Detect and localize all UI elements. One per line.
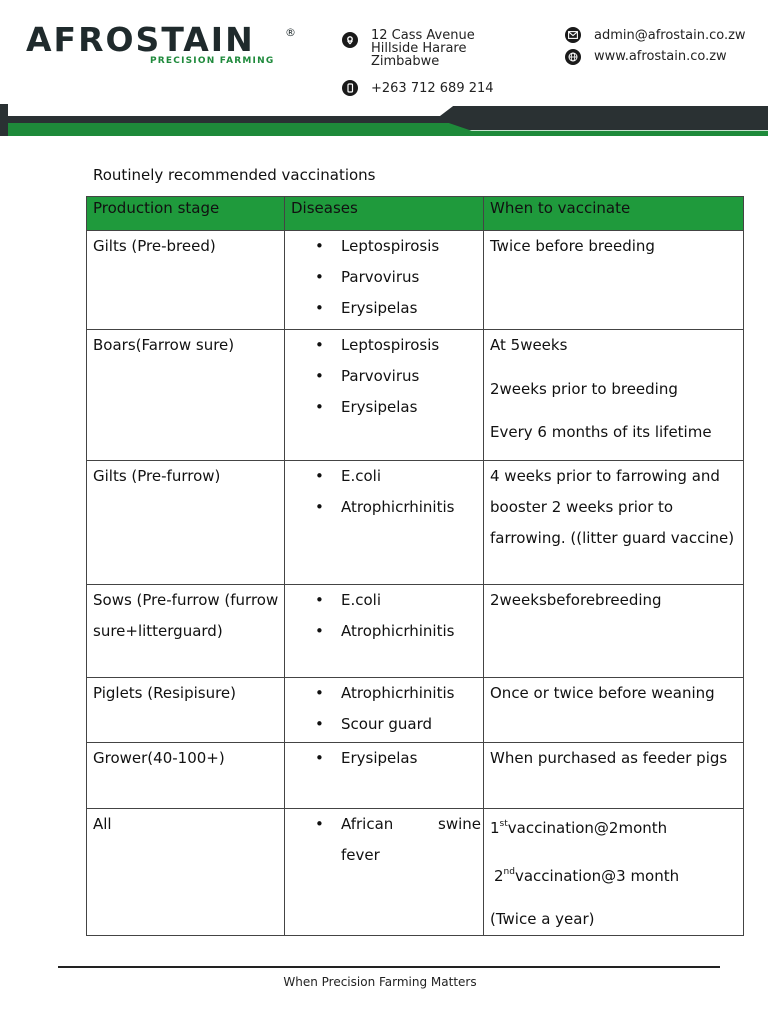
table-row (87, 585, 744, 678)
table-row (87, 809, 744, 936)
vaccination-text: vaccination@3 month (514, 867, 680, 885)
column-header-when: When to vaccinate (484, 197, 744, 231)
stage-cell: Boars(Farrow sure) (87, 330, 285, 461)
table-row (87, 231, 744, 330)
table-row (87, 330, 744, 461)
when-line (490, 857, 743, 892)
diseases-cell (285, 330, 484, 461)
ordinal-suffix: nd (503, 867, 515, 877)
address-line: Zimbabwe (371, 54, 440, 69)
ordinal-number: 2 (494, 867, 504, 885)
when-cell: Once or twice before weaning (484, 678, 744, 743)
logo-tagline: PRECISION FARMING (150, 56, 275, 66)
header-bar-top (440, 106, 768, 116)
ordinal-number: 1 (490, 819, 500, 837)
diseases-cell (285, 809, 484, 936)
when-line: Every 6 months of its lifetime (490, 423, 712, 441)
table-row (87, 461, 744, 585)
disease-item: • Erysipelas (341, 743, 483, 774)
phone-icon (342, 80, 358, 96)
envelope-icon (565, 27, 581, 43)
when-note: (Twice a year) (490, 910, 595, 928)
company-email[interactable]: admin@afrostain.co.zw (594, 28, 746, 43)
stage-cell: Gilts (Pre-breed) (87, 231, 285, 330)
address-line: 12 Cass Avenue (371, 28, 475, 43)
company-website[interactable]: www.afrostain.co.zw (594, 49, 727, 64)
disease-item: • E.coli (341, 585, 483, 616)
disease-item: • African swine fever (341, 809, 483, 871)
disease-item: • E.coli (341, 461, 483, 492)
disease-item: • Atrophicrhinitis (341, 616, 483, 647)
logo-wordmark: AFROSTAIN (26, 20, 255, 59)
disease-item: • Atrophicrhinitis (341, 492, 483, 523)
disease-item: • Parvovirus (341, 361, 483, 392)
disease-item: • Atrophicrhinitis (341, 678, 483, 709)
footer-slogan: When Precision Farming Matters (283, 975, 477, 989)
stage-cell: All (87, 809, 285, 936)
table-row (87, 678, 744, 743)
vaccination-text: vaccination@2month (507, 819, 668, 837)
when-line (490, 809, 743, 844)
company-address (371, 29, 475, 68)
address-line: Hillside Harare (371, 41, 467, 56)
column-header-stage: Production stage (87, 197, 285, 231)
company-logo (26, 22, 316, 72)
diseases-cell (285, 461, 484, 585)
disease-item: • Erysipelas (341, 293, 483, 324)
when-cell (484, 809, 744, 936)
when-cell (484, 330, 744, 461)
footer-divider (58, 966, 720, 968)
disease-item: • Leptospirosis (341, 330, 483, 361)
disease-item: • Erysipelas (341, 392, 483, 423)
diseases-cell (285, 585, 484, 678)
when-line: 2weeks prior to breeding (490, 380, 678, 398)
globe-icon (565, 49, 581, 65)
stage-cell: Gilts (Pre-furrow) (87, 461, 285, 585)
diseases-cell (285, 743, 484, 809)
column-header-diseases: Diseases (285, 197, 484, 231)
table-header-row (87, 197, 744, 231)
stage-cell: Piglets (Resipisure) (87, 678, 285, 743)
table-row (87, 743, 744, 809)
vaccination-table (86, 196, 744, 936)
when-cell: When purchased as feeder pigs (484, 743, 744, 809)
when-cell: Twice before breeding (484, 231, 744, 330)
location-pin-icon (342, 32, 358, 48)
when-cell: 4 weeks prior to farrowing and booster 2 weeks prior to farrowing. ((litter guard vaccine) (484, 461, 744, 585)
stage-cell: Sows (Pre-furrow (furrow sure+litterguard) (87, 585, 285, 678)
company-phone: +263 712 689 214 (371, 81, 494, 96)
diseases-cell (285, 678, 484, 743)
document-title: Routinely recommended vaccinations (93, 166, 376, 184)
diseases-cell (285, 231, 484, 330)
disease-item: • Leptospirosis (341, 231, 483, 262)
registered-mark: ® (285, 26, 296, 39)
disease-item: • Scour guard (341, 709, 483, 740)
header-bar-accent (0, 104, 8, 136)
when-line: At 5weeks (490, 336, 568, 354)
stage-cell: Grower(40-100+) (87, 743, 285, 809)
ordinal-suffix: st (499, 819, 508, 829)
disease-item: • Parvovirus (341, 262, 483, 293)
when-cell: 2weeksbeforebreeding (484, 585, 744, 678)
